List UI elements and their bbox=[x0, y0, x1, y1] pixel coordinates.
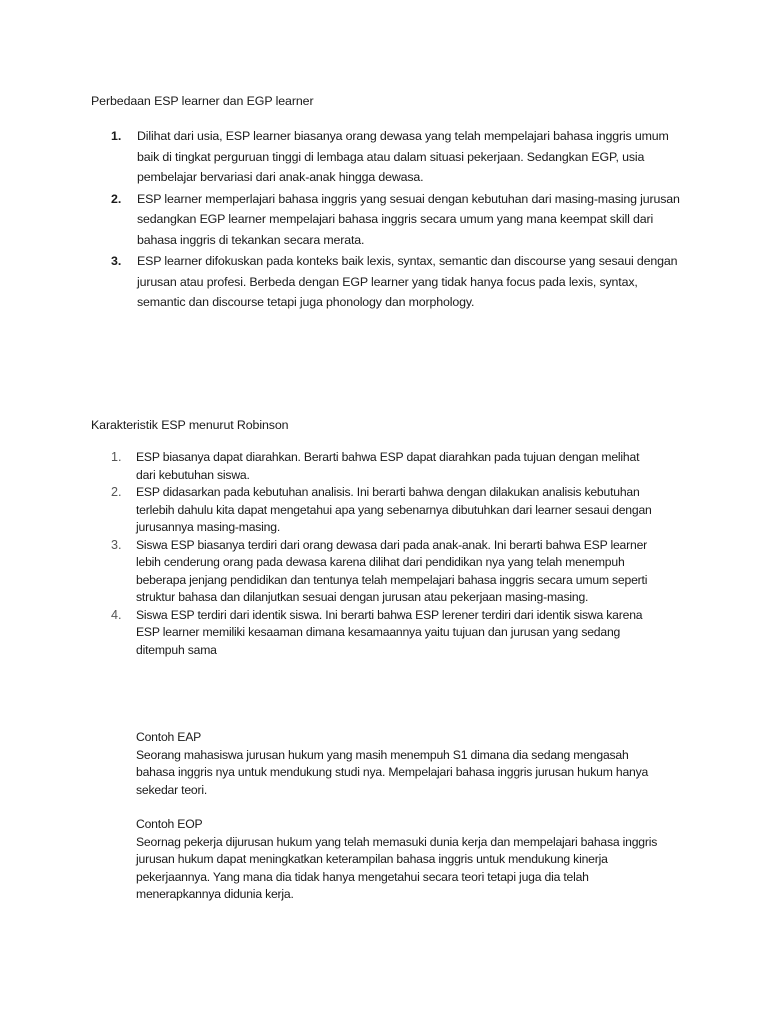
example-eap bbox=[136, 729, 666, 799]
list-item bbox=[111, 251, 681, 313]
list-item-number: 2. bbox=[111, 191, 122, 206]
list-item-text: ESP learner difokuskan pada konteks baik lexis, syntax, semantic dan discourse yang sesaui dengan jurusan atau profesi. Berbeda dengan EGP learner yang tidak hanya focus pada lexis, syntax, semantic dan discourse tetapi juga phonology dan morphology. bbox=[137, 254, 678, 309]
list-item-number: 1. bbox=[111, 450, 122, 464]
example-body: Seornag pekerja dijurusan hukum yang telah memasuki dunia kerja dan mempelajari bahasa inggris jurusan hukum dapat meningkatkan keterampilan bahasa inggris untuk mendukung kinerja pekerjaannya. Yang mana dia tidak hanya mengetahui secara teori tetapi juga dia telah menerapkannya didunia kerja. bbox=[136, 834, 658, 901]
section-title-esp-characteristics: Karakteristik ESP menurut Robinson bbox=[91, 418, 289, 432]
example-heading: Contoh EAP bbox=[136, 730, 202, 744]
list-item-number: 1. bbox=[111, 129, 122, 143]
list-item-number: 3. bbox=[111, 254, 122, 268]
list-item-number: 3. bbox=[111, 537, 122, 552]
example-body: Seorang mahasiswa jurusan hukum yang masih menempuh S1 dimana dia sedang mengasah bahasa inggris nya untuk mendukung studi nya. Mempelajari bahasa inggris jurusan hukum hanya sekedar teori. bbox=[136, 747, 649, 797]
list-item-text: ESP didasarkan pada kebutuhan analisis. Ini berarti bahwa dengan dilakukan analisis kebutuhan terlebih dahulu kita dapat mengetahui apa yang sebenarnya dibutuhkan dari learner sesaui dengan jurusannya masing-masing. bbox=[136, 485, 652, 534]
list-item-text: Siswa ESP biasanya terdiri dari orang dewasa dari pada anak-anak. Ini berarti bahwa ESP learner lebih cenderung orang pada dewasa karena dilihat dari pendidikan nya yang telah menempuh beberapa jenjang pendidikan dan tentunya telah mempelajari bahasa inggris secara umum seperti struktur bahasa dan dilanjutkan sesuai dengan jurusan atau pekerjaan masing-masing. bbox=[136, 537, 648, 604]
list-item bbox=[111, 607, 656, 660]
list-item bbox=[111, 537, 656, 607]
list-item-text: Dilihat dari usia, ESP learner biasanya orang dewasa yang telah mempelajari bahasa inggris umum baik di tingkat perguruan tinggi di lembaga atau dalam situasi pekerjaan. Sedangkan EGP, usia pembelajar bervariasi dari anak-anak hingga dewasa. bbox=[137, 129, 669, 184]
list-item bbox=[111, 449, 656, 484]
section-title-esp-vs-egp: Perbedaan ESP learner dan EGP learner bbox=[91, 94, 314, 108]
example-eop bbox=[136, 816, 666, 904]
list-item-text: ESP biasanya dapat diarahkan. Berarti bahwa ESP dapat diarahkan pada tujuan dengan melihat dari kebutuhan siswa. bbox=[136, 450, 640, 482]
list-item bbox=[111, 126, 681, 188]
list-item bbox=[111, 189, 681, 251]
list-item-text: Siswa ESP terdiri dari identik siswa. Ini berarti bahwa ESP lerener terdiri dari identik siswa karena ESP learner memiliki kesaaman dimana kesamaannya yaitu tujuan dan jurusan yang sedang ditempuh sama bbox=[136, 607, 643, 657]
list-item bbox=[111, 484, 656, 537]
example-heading: Contoh EOP bbox=[136, 817, 203, 831]
list-item-number: 4. bbox=[111, 607, 122, 622]
list-item-text: ESP learner memperlajari bahasa inggris yang sesuai dengan kebutuhan dari masing-masing jurusan sedangkan EGP learner mempelajari bahasa inggris secara umum yang mana keempat skill dari bahasa inggris di tekankan secara merata. bbox=[137, 191, 680, 247]
esp-characteristics-list bbox=[111, 449, 656, 659]
list-item-number: 2. bbox=[111, 485, 122, 499]
esp-egp-differences-list bbox=[111, 126, 681, 314]
